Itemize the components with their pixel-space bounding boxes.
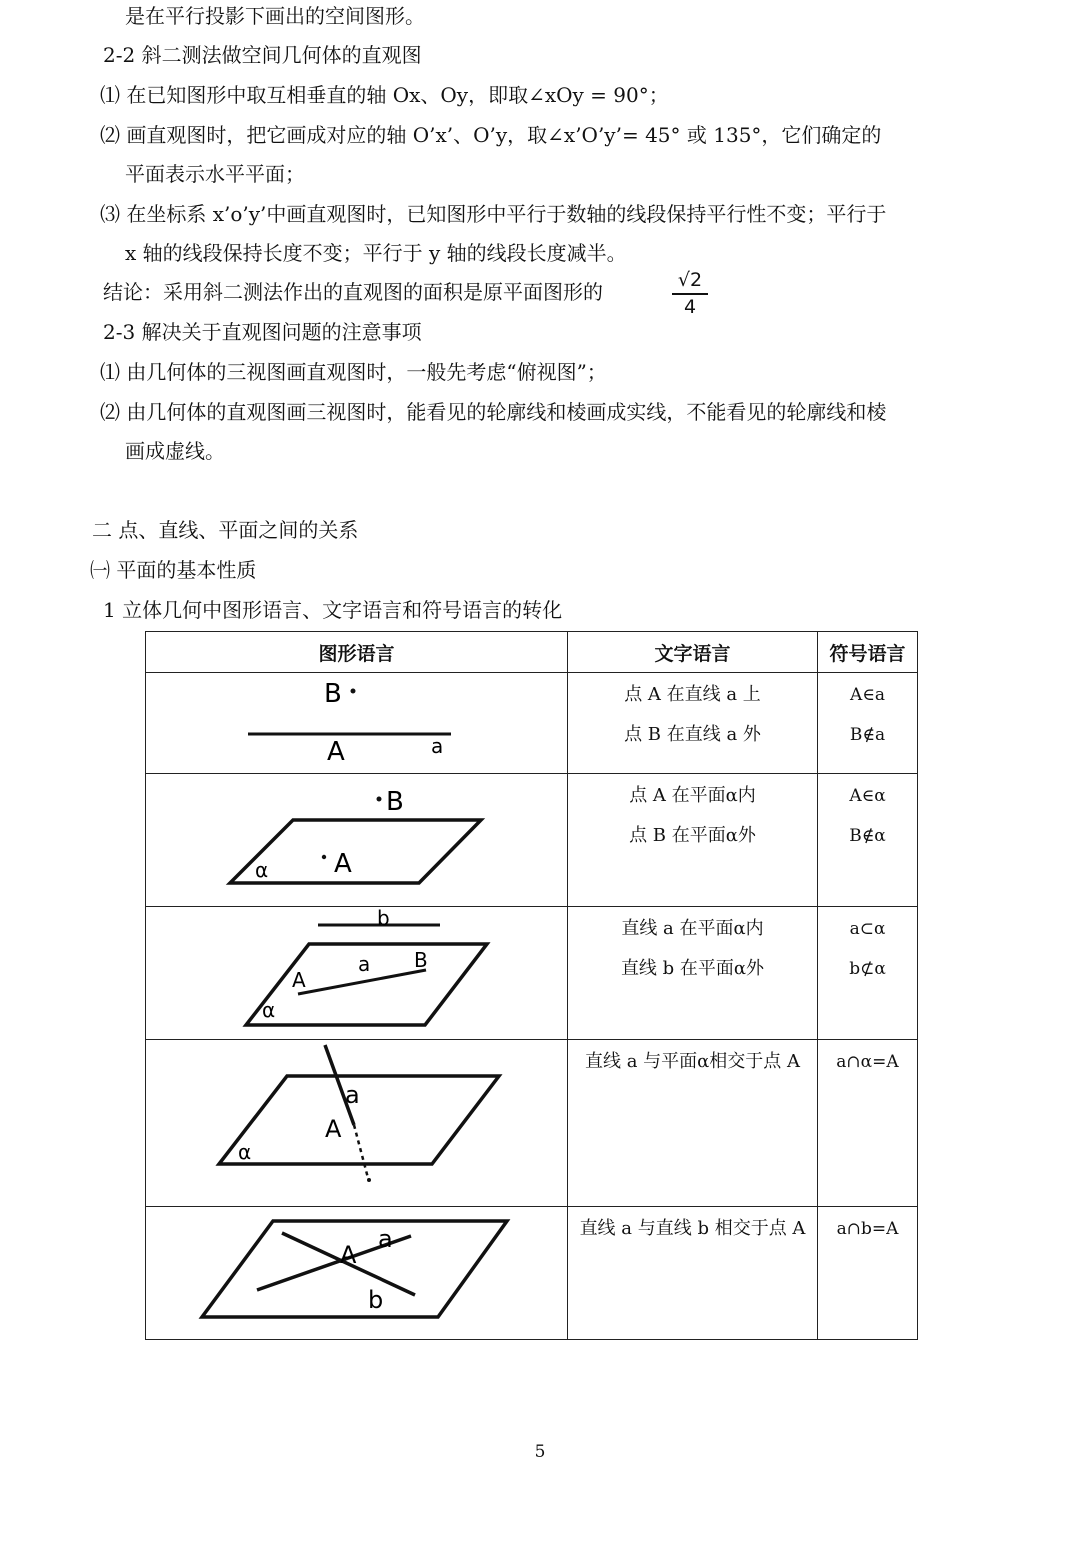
line-end-dot [367,1178,371,1182]
fig-label: B [386,787,404,817]
symbol-cell [818,1207,918,1340]
fig-label: α [238,1140,252,1164]
fig-label: A [334,849,352,879]
desc-line: 直线 a 与直线 b 相交于点 A [579,1218,806,1239]
desc-line: 直线 a 与平面α相交于点 A [584,1051,801,1072]
text-cell [568,673,818,774]
point-plane-figure [146,774,566,906]
fig-label: b [377,907,390,930]
figure-cell [146,1040,568,1207]
header-symbol: 符号语言 [818,632,918,673]
line-plane-figure [146,907,566,1039]
fig-label: b [368,1286,384,1314]
text-cell [568,774,818,907]
point-b-dot [377,797,382,802]
sym-line: A∈a [850,685,885,705]
fig-label: a [358,952,371,976]
body-line-1: 是在平行投影下画出的空间图形。 [125,4,425,28]
sym-line: a∩α=A [836,1052,899,1072]
table-row [146,907,918,1040]
figure-cell [146,907,568,1040]
figure-cell [146,673,568,774]
section-heading-2-2: 2-2 斜二测法做空间几何体的直观图 [103,43,422,67]
point-a-dot [322,855,326,859]
desc-line: 点 A 在平面α内 [629,785,756,806]
conclusion: 结论：采用斜二测法作出的直观图的面积是原平面图形的 [103,280,603,304]
fig-label: A [325,1115,342,1143]
figure-cell [146,774,568,907]
list-item-1: ⑴ 在已知图形中取互相垂直的轴 Ox、Oy，即取∠xOy = 90°； [100,83,669,107]
list-item-3: ⑶ 在坐标系 x’o’y’中画直观图时，已知图形中平行于数轴的线段保持平行性不变；平行于 [100,202,887,226]
list-item-2-cont: 平面表示水平平面； [125,162,305,186]
two-lines-intersect-figure [146,1207,566,1339]
desc-line: 点 B 在直线 a 外 [624,724,761,745]
fig-label: A [327,737,345,767]
header-text: 文字语言 [568,632,818,673]
fraction-denominator: 4 [683,296,697,318]
section-heading-2-3: 2-3 解决关于直观图问题的注意事项 [103,320,422,344]
fig-label: A [340,1241,357,1269]
fig-label: A [292,968,306,992]
note-item-2-cont: 画成虚线。 [125,439,225,463]
fraction-bar [672,293,708,295]
point-b-dot [351,689,356,694]
symbol-cell [818,774,918,907]
chapter-heading: 二 点、直线、平面之间的关系 [92,518,359,542]
sym-line: B∉a [849,725,886,745]
sym-line: A∈α [849,786,886,806]
fig-label: a [431,734,444,758]
line-a-hidden [354,1125,368,1178]
point-line-figure [146,673,566,773]
table-row [146,774,918,907]
symbol-cell [818,907,918,1040]
fig-label: a [378,1225,393,1253]
note-item-1: ⑴ 由几何体的三视图画直观图时，一般先考虑“俯视图”； [100,360,607,384]
sym-line: a⊂α [849,919,886,939]
table-row [146,1040,918,1207]
desc-line: 点 B 在平面α外 [629,825,756,846]
fraction-numerator: √2 [677,269,703,291]
text-cell [568,907,818,1040]
desc-line: 直线 a 在平面α内 [621,918,764,939]
table-header-row [146,632,918,673]
plane-alpha [202,1221,507,1317]
sym-line: B∉α [849,826,886,846]
header-figure: 图形语言 [146,632,568,673]
desc-line: 直线 b 在平面α外 [620,958,765,979]
symbol-cell [818,1040,918,1207]
subsection-heading: ㈠ 平面的基本性质 [90,558,257,582]
sym-line: b⊄α [849,959,886,979]
figure-cell [146,1207,568,1340]
list-item-2: ⑵ 画直观图时，把它画成对应的轴 O’x’、O’y，取∠x’O’y’= 45° 或 135°，它们确定的 [100,123,882,147]
fig-label: a [345,1081,360,1109]
relations-table [145,631,918,1340]
note-item-2: ⑵ 由几何体的直观图画三视图时，能看见的轮廓线和棱画成实线，不能看见的轮廓线和棱 [100,400,887,424]
list-item-3-cont: x 轴的线段保持长度不变；平行于 y 轴的线段长度减半。 [125,241,627,265]
sym-line: a∩b=A [836,1219,899,1239]
subsection-title: 1 立体几何中图形语言、文字语言和符号语言的转化 [103,598,563,622]
fig-label: α [262,998,276,1022]
desc-line: 点 A 在直线 a 上 [624,684,761,705]
line-plane-intersect-figure [146,1040,566,1206]
fig-label: B [324,679,342,709]
text-cell [568,1040,818,1207]
text-cell [568,1207,818,1340]
table-row [146,1207,918,1340]
fig-label: B [414,948,428,972]
fraction [668,268,712,318]
symbol-cell [818,673,918,774]
fig-label: α [255,858,269,882]
table-row [146,673,918,774]
page-number: 5 [534,1442,546,1462]
